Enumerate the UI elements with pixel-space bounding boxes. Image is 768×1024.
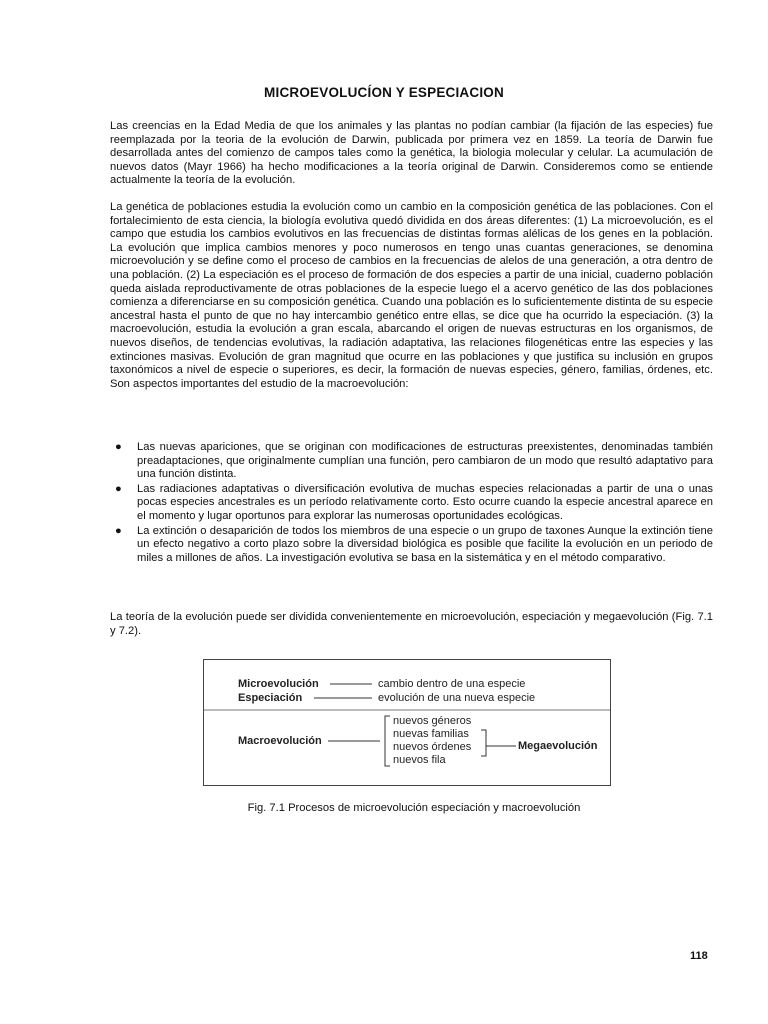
bullet-icon: ● (115, 441, 122, 453)
list-item-text: Las radiaciones adaptativas o diversificación evolutiva de muchas especies relacionadas a partir de una o unas pocas especies ancestrales es un período relativamente corto. Esto ocurre cuando la especie ancestral aparece en el momento y lugar oportunos para explorar las numerosas oportunidades ecológicas. (137, 482, 713, 522)
bullet-icon: ● (115, 524, 122, 537)
right-bracket (481, 730, 486, 756)
label-especiacion-desc: evolución de una nueva especie (378, 692, 536, 704)
left-bracket (385, 716, 390, 766)
paragraph-text: La genética de poblaciones estudia la evolución como un cambio en la composición genética de las poblaciones. Con el fortalecimiento de esta ciencia, la biología evolutiva quedó dividida en dos áreas diferentes: (1) La microevolución, es el campo que estudia los cambios evolutivos en las frecuencias de distintas formas alélicas de los genes en la población. La evolución que implica cambios menores y poco numerosos en tengo unas cuantas generaciones, se denomina microevolución y se define como el proceso de cambios en la frecuencias de alelos de una generación, a otra dentro de una población. (2) La especiación es el proceso de formación de dos especies a partir de una inicial, cuaderno población queda aislada reproductivamente de otras poblaciones de la especie luego el a acervo genético de las dos poblaciones comienza a diferenciarse en su composición genética. Cuando una población es lo suficientemente distinta de su especie ancestral hasta el punto de que no hay intercambio genético entre ellas, se dice que ha ocurrido la especiación. (3) la macroevolución, estudia la evolución a gran escala, abarcando el origen de nuevas estructuras en los organismos, de nuevos diseños, de tendencias evolutivas, la radiación adaptativa, las relaciones filogenéticas entre las especies y las extinciones masivas. Evolución de gran magnitud que ocurre en las poblaciones y que justifica su inclusión en grupos taxonómicos a nivel de especie o superiores, es decir, la formación de nuevas especies, género, familias, órdenes, etc. Son aspectos importantes del estudio de la macroevolución: (110, 201, 713, 390)
list-item (110, 441, 713, 482)
bullet-icon: ● (115, 482, 122, 495)
figure-caption: Fig. 7.1 Procesos de microevolución especiación y macroevolución (247, 802, 581, 814)
paragraph-intro (110, 120, 713, 188)
macro-item: nuevos órdenes (393, 741, 472, 753)
macroevolution-aspects-list (110, 441, 713, 566)
list-item (110, 483, 713, 524)
list-item-text: La extinción o desaparición de todos los miembros de una especie o un grupo de taxones Aunque la extinción tiene un efecto negativo a corto plazo sobre la diversidad biológica es posible que facilite la evolución en un periodo de miles a millones de años. La investigación evolutiva se basa en la sistemática y en el método comparativo. (137, 524, 713, 564)
evolution-diagram (204, 660, 610, 785)
macro-item: nuevos géneros (393, 715, 472, 727)
list-item-text: Las nuevas apariciones, que se originan con modificaciones de estructuras preexistentes, denominadas también preadaptaciones, que originalmente cumplían una función, pero cambiaron de un modo que resultó adaptativo para una función distinta. (137, 441, 713, 481)
macro-item: nuevas familias (393, 728, 469, 740)
list-item (110, 525, 713, 566)
page-title: MICROEVOLUCÍON Y ESPECIACION (264, 85, 504, 100)
figure-evolution-diagram (203, 659, 611, 786)
paragraph-text: Las creencias en la Edad Media de que los animales y las plantas no podían cambiar (la fijación de las especies) fue reemplazada por la teoria de la evolución de Darwin, publicada por primera vez en 1859. La teoría de Darwin fue desarrollada antes del comienzo de campos tales como la genética, la biologia molecular y celular. La acumulación de nuevos datos (Mayr 1966) ha hecho modificaciones a la teoría original de Darwin. Consideremos como se entiende actualmente la teoría de la evolución. (110, 120, 713, 187)
macro-item: nuevos fila (393, 754, 446, 766)
label-microevolucion-desc: cambio dentro de una especie (378, 678, 526, 690)
label-macroevolucion: Macroevolución (238, 735, 322, 747)
label-megaevolucion: Megaevolución (518, 740, 598, 752)
paragraph-text: La teoría de la evolución puede ser dividida convenientemente en microevolución, especiación y megaevolución (Fig. 7.1 y 7.2). (110, 611, 713, 637)
page-number: 118 (690, 950, 708, 962)
label-microevolucion: Microevolución (238, 678, 319, 690)
paragraph-population-genetics (110, 201, 713, 391)
label-especiacion: Especiación (238, 692, 303, 704)
paragraph-division (110, 611, 713, 638)
